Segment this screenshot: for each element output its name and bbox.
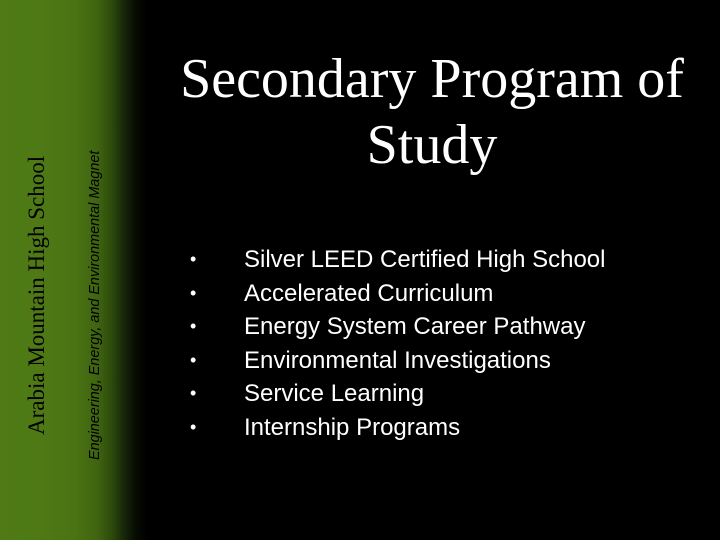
- bullet-text: Service Learning: [244, 380, 425, 408]
- school-name: Arabia Mountain High School: [24, 155, 49, 435]
- list-item: [190, 243, 606, 277]
- bullet-text: Internship Programs: [244, 413, 461, 441]
- bullet-list: [190, 243, 606, 445]
- bullet-icon: •: [190, 316, 197, 337]
- list-item: [190, 411, 606, 445]
- side-band: [0, 0, 150, 540]
- bullet-text: Silver LEED Certified High School: [244, 246, 606, 273]
- bullet-icon: •: [190, 383, 197, 404]
- magnet-name: Engineering, Energy, and Environmental Magnet: [87, 150, 103, 460]
- bullet-text: Energy System Career Pathway: [244, 313, 586, 341]
- bullet-icon: •: [190, 416, 197, 437]
- list-item: [190, 377, 606, 411]
- list-item: [190, 344, 606, 378]
- list-item: [190, 310, 606, 344]
- bullet-icon: •: [190, 282, 197, 303]
- bullet-icon: •: [190, 249, 197, 269]
- bullet-text: Environmental Investigations: [244, 346, 551, 374]
- slide-title: Secondary Program of Study: [180, 48, 684, 176]
- list-item: [190, 277, 606, 311]
- bullet-text: Accelerated Curriculum: [244, 279, 494, 307]
- bullet-icon: •: [190, 349, 197, 370]
